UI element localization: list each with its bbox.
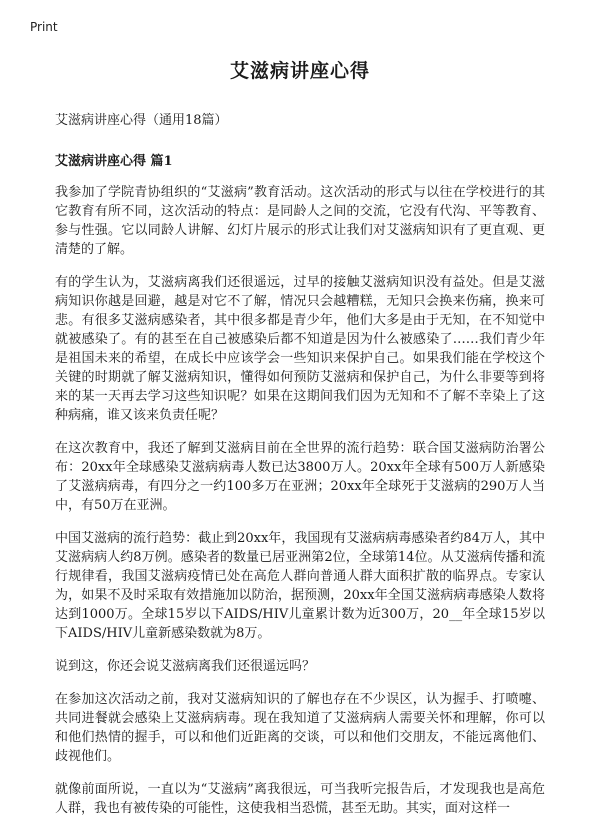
document-page [55,50,545,832]
paragraph-3: 在这次教育中，我还了解到艾滋病目前在全世界的流行趋势：联合国艾滋病防治署公布：20xx年全球感染艾滋病病毒人数已达3800万人。20xx年全球有500万人新感染了艾滋病病毒，有四分之一约100多万在亚洲；20xx年全球死于艾滋病的290万人当中，有50万在亚洲。 [55,441,545,513]
paragraph-1: 我参加了学院青协组织的“艾滋病”教育活动。这次活动的形式与以往在学校进行的其它教育有所不同，这次活动的特点：是同龄人之间的交流，它没有代沟、平等教育、参与性强。它以同龄人讲解、幻灯片展示的形式让我们对艾滋病知识有了更直观、更清楚的了解。 [55,185,545,257]
paragraph-6: 在参加这次活动之前，我对艾滋病知识的了解也存在不少误区，认为握手、打喷嚏、共同进餐就会感染上艾滋病病毒。现在我知道了艾滋病病人需要关怀和理解，你可以和他们热情的握手，可以和他们近距离的交谈，可以和他们交朋友，不能远离他们、歧视他们。 [55,692,545,764]
paragraph-2: 有的学生认为，艾滋病离我们还很遥远，过早的接触艾滋病知识没有益处。但是艾滋病知识你越是回避，越是对它不了解，情况只会越糟糕，无知只会换来伤痛，换来可悲。有很多艾滋病感染者，其中很多都是青少年，他们大多是由于无知，在不知觉中就被感染了。有的甚至在自己被感染后都不知道是因为什么被感染了……我们青少年是祖国未来的希望，在成长中应该学会一些知识来保护自己。如果我们能在学校这个关键的时期就了解艾滋病知识，懂得如何预防艾滋病和保护自己，为什么非要等到将来的某一天再去学习这些知识呢？如果在这期间我们因为无知和不了解不幸染上了这种病痛，谁又该来负责任呢？ [55,275,545,423]
paragraph-5: 说到这，你还会说艾滋病离我们还很遥远吗？ [55,659,316,674]
document-subtitle: 艾滋病讲座心得（通用18篇） [55,113,228,128]
section-heading: 艾滋病讲座心得 篇1 [55,154,173,169]
paragraph-4: 中国艾滋病的流行趋势：截止到20xx年，我国现有艾滋病病毒感染者约84万人，其中艾滋病病人约8万例。感染者的数量已居亚洲第2位，全球第14位。从艾滋病传播和流行规律看，我国艾滋病疫情已处在高危人群向普通人群大面积扩散的临界点。专家认为，如果不及时采取有效措施加以防治，据预测，20xx年全国艾滋病病毒感染人数将达到1000万。全球15岁以下AIDS/HIV儿童累计数为近300万，20__年全球15岁以下AIDS/HIV儿童新感染数就为8万。 [55,531,545,641]
print-link[interactable]: Print [30,20,58,34]
paragraph-7: 就像前面所说，一直以为“艾滋病”离我很远，可当我听完报告后，才发现我也是高危人群，我也有被传染的可能性，这使我相当恐慌，甚至无助。其实，面对这样一 [55,782,545,816]
page-title: 艾滋病讲座心得 [229,60,370,82]
